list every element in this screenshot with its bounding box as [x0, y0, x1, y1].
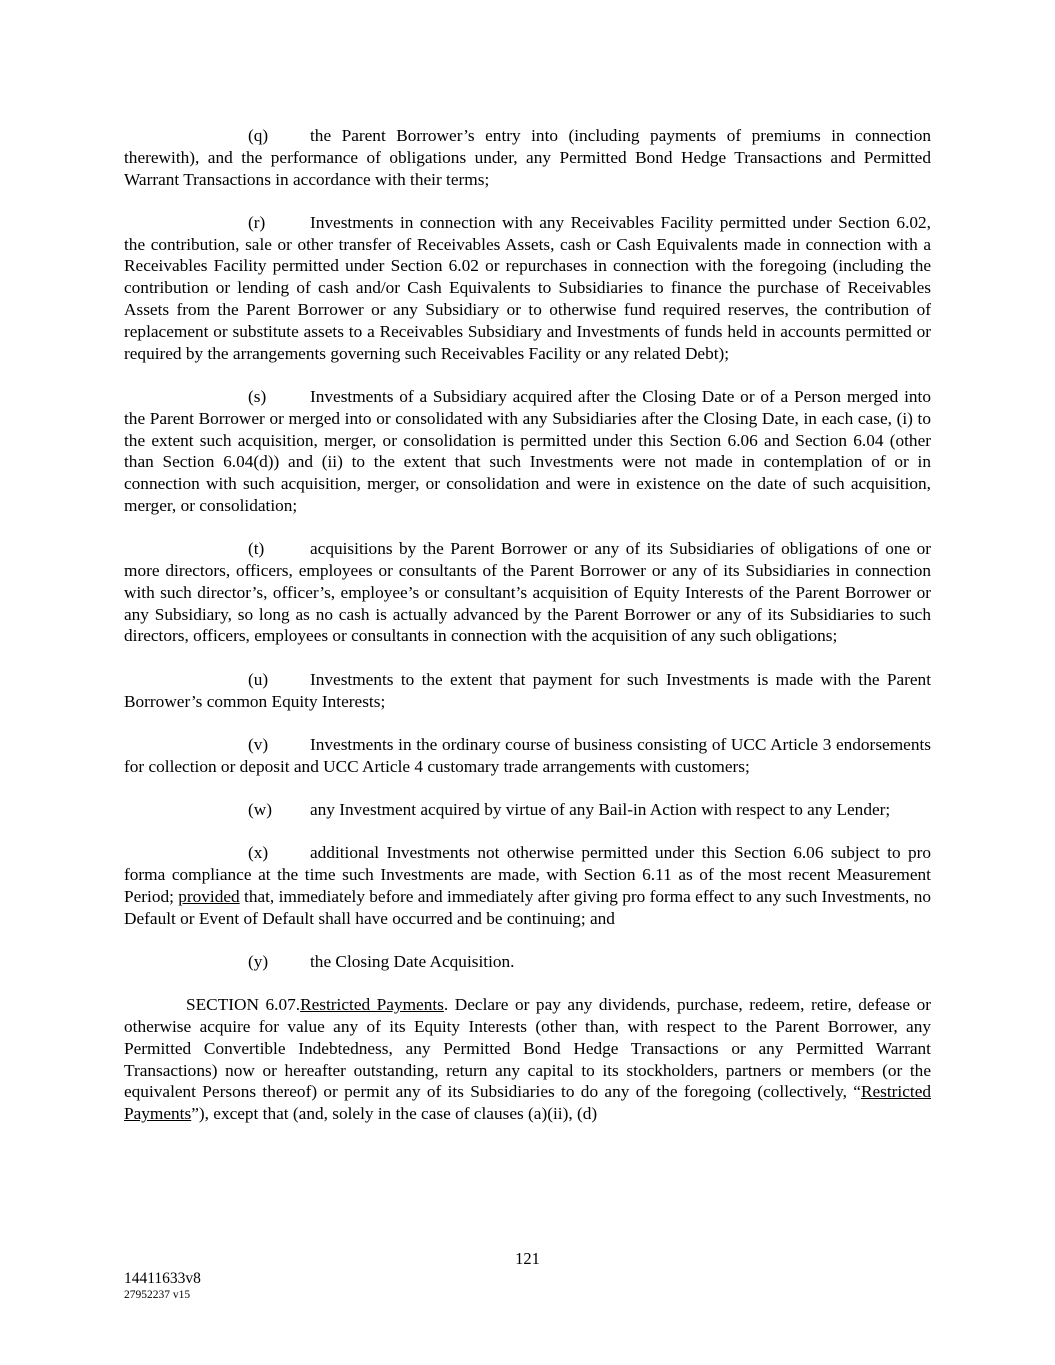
clause-text: Investments in connection with any Receivables Facility permitted under Section 6.02, the contribution, sale or other transfer of Receivables Assets, cash or Cash Equivalents made in connection with a Receivables Facility permitted under Section 6.02 or repurchases in connection with the foregoing (including the contribution or lending of cash and/or Cash Equivalents to Subsidiaries to finance the purchase of Receivables Assets from the Parent Borrower or any Subsidiary or to otherwise fund required reserves, the contribution of replacement or substitute assets to a Receivables Subsidiary and Investments of funds held in accounts permitted or required by the arrangements governing such Receivables Facility or any related Debt); [124, 212, 931, 363]
clause-text: the Parent Borrower’s entry into (including payments of premiums in connection therewith), and the performance of obligations under, any Permitted Bond Hedge Transactions and Permitted Warrant Transactions in accordance with their terms; [124, 126, 931, 189]
document-id-secondary: 27952237 v15 [124, 1289, 191, 1301]
clause-marker: (x) [248, 843, 269, 863]
clause-marker: (s) [248, 386, 267, 406]
clause-marker: (t) [248, 539, 265, 559]
page-number: 121 [515, 1249, 540, 1268]
document-id: 14411633v8 [124, 1270, 201, 1287]
clause-text: additional Investments not otherwise permitted under this Section 6.06 subject to pro forma compliance at the time such Investments are made, with Section 6.11 as of the most recent Measurement Period; [124, 843, 931, 906]
clause-x [124, 842, 931, 929]
clause-marker: (v) [248, 734, 269, 754]
clause-v [124, 734, 931, 778]
clause-t [124, 538, 931, 647]
document-body [124, 125, 931, 1146]
defined-term: Restricted Payments [124, 1082, 931, 1124]
clause-y [124, 951, 931, 973]
clause-text: Investments to the extent that payment for such Investments is made with the Parent Borrower’s common Equity Interests; [124, 669, 931, 711]
section-text-continued: ”), except that (and, solely in the case of clauses (a)(ii), (d) [191, 1104, 598, 1124]
section-text: . Declare or pay any dividends, purchase, redeem, retire, defease or otherwise acquire for value any of its Equity Interests (other than, with respect to the Parent Borrower, any Permitted Convertible Indebtedness, any Permitted Bond Hedge Transactions or any Permitted Warrant Transactions) now or hereafter outstanding, return any capital to its stockholders, partners or members (or the equivalent Persons thereof) or permit any of its Subsidiaries to do any of the foregoing (collectively, “ [124, 995, 931, 1102]
clause-marker: (u) [248, 669, 269, 689]
clause-text: acquisitions by the Parent Borrower or any of its Subsidiaries of obligations of one or more directors, officers, employees or consultants of the Parent Borrower or any of its Subsidiaries in connection with such director’s, officer’s, employee’s or consultant’s acquisition of Equity Interests of the Parent Borrower or any Subsidiary, so long as no cash is actually advanced by the Parent Borrower or any of its Subsidiaries to such directors, officers, employees or consultants in connection with the acquisition of any such obligations; [124, 539, 931, 646]
provided-term: provided [178, 886, 240, 906]
clause-r [124, 212, 931, 365]
section-6-07 [124, 994, 931, 1125]
clause-text: any Investment acquired by virtue of any Bail-in Action with respect to any Lender; [310, 799, 891, 819]
clause-text: the Closing Date Acquisition. [310, 951, 515, 971]
clause-w [124, 799, 931, 821]
clause-marker: (w) [248, 799, 272, 819]
clause-marker: (q) [248, 126, 269, 145]
clause-q [124, 125, 931, 190]
section-number: SECTION 6.07. [186, 995, 301, 1015]
clause-u [124, 669, 931, 713]
clause-marker: (r) [248, 212, 266, 232]
clause-s [124, 386, 931, 517]
section-title: Restricted Payments [300, 995, 444, 1015]
clause-text-continued: that, immediately before and immediately after giving pro forma effect to any such Investments, no Default or Event of Default shall have occurred and be continuing; and [124, 886, 931, 928]
clause-text: Investments in the ordinary course of business consisting of UCC Article 3 endorsements for collection or deposit and UCC Article 4 customary trade arrangements with customers; [124, 734, 931, 776]
clause-text: Investments of a Subsidiary acquired after the Closing Date or of a Person merged into the Parent Borrower or merged into or consolidated with any Subsidiaries after the Closing Date, in each case, (i) to the extent such acquisition, merger, or consolidation is permitted under this Section 6.06 and Section 6.04 (other than Section 6.04(d)) and (ii) to the extent that such Investments were not made in contemplation of or in connection with such acquisition, merger, or consolidation and were in existence on the date of such acquisition, merger, or consolidation; [124, 386, 931, 515]
clause-marker: (y) [248, 951, 269, 971]
